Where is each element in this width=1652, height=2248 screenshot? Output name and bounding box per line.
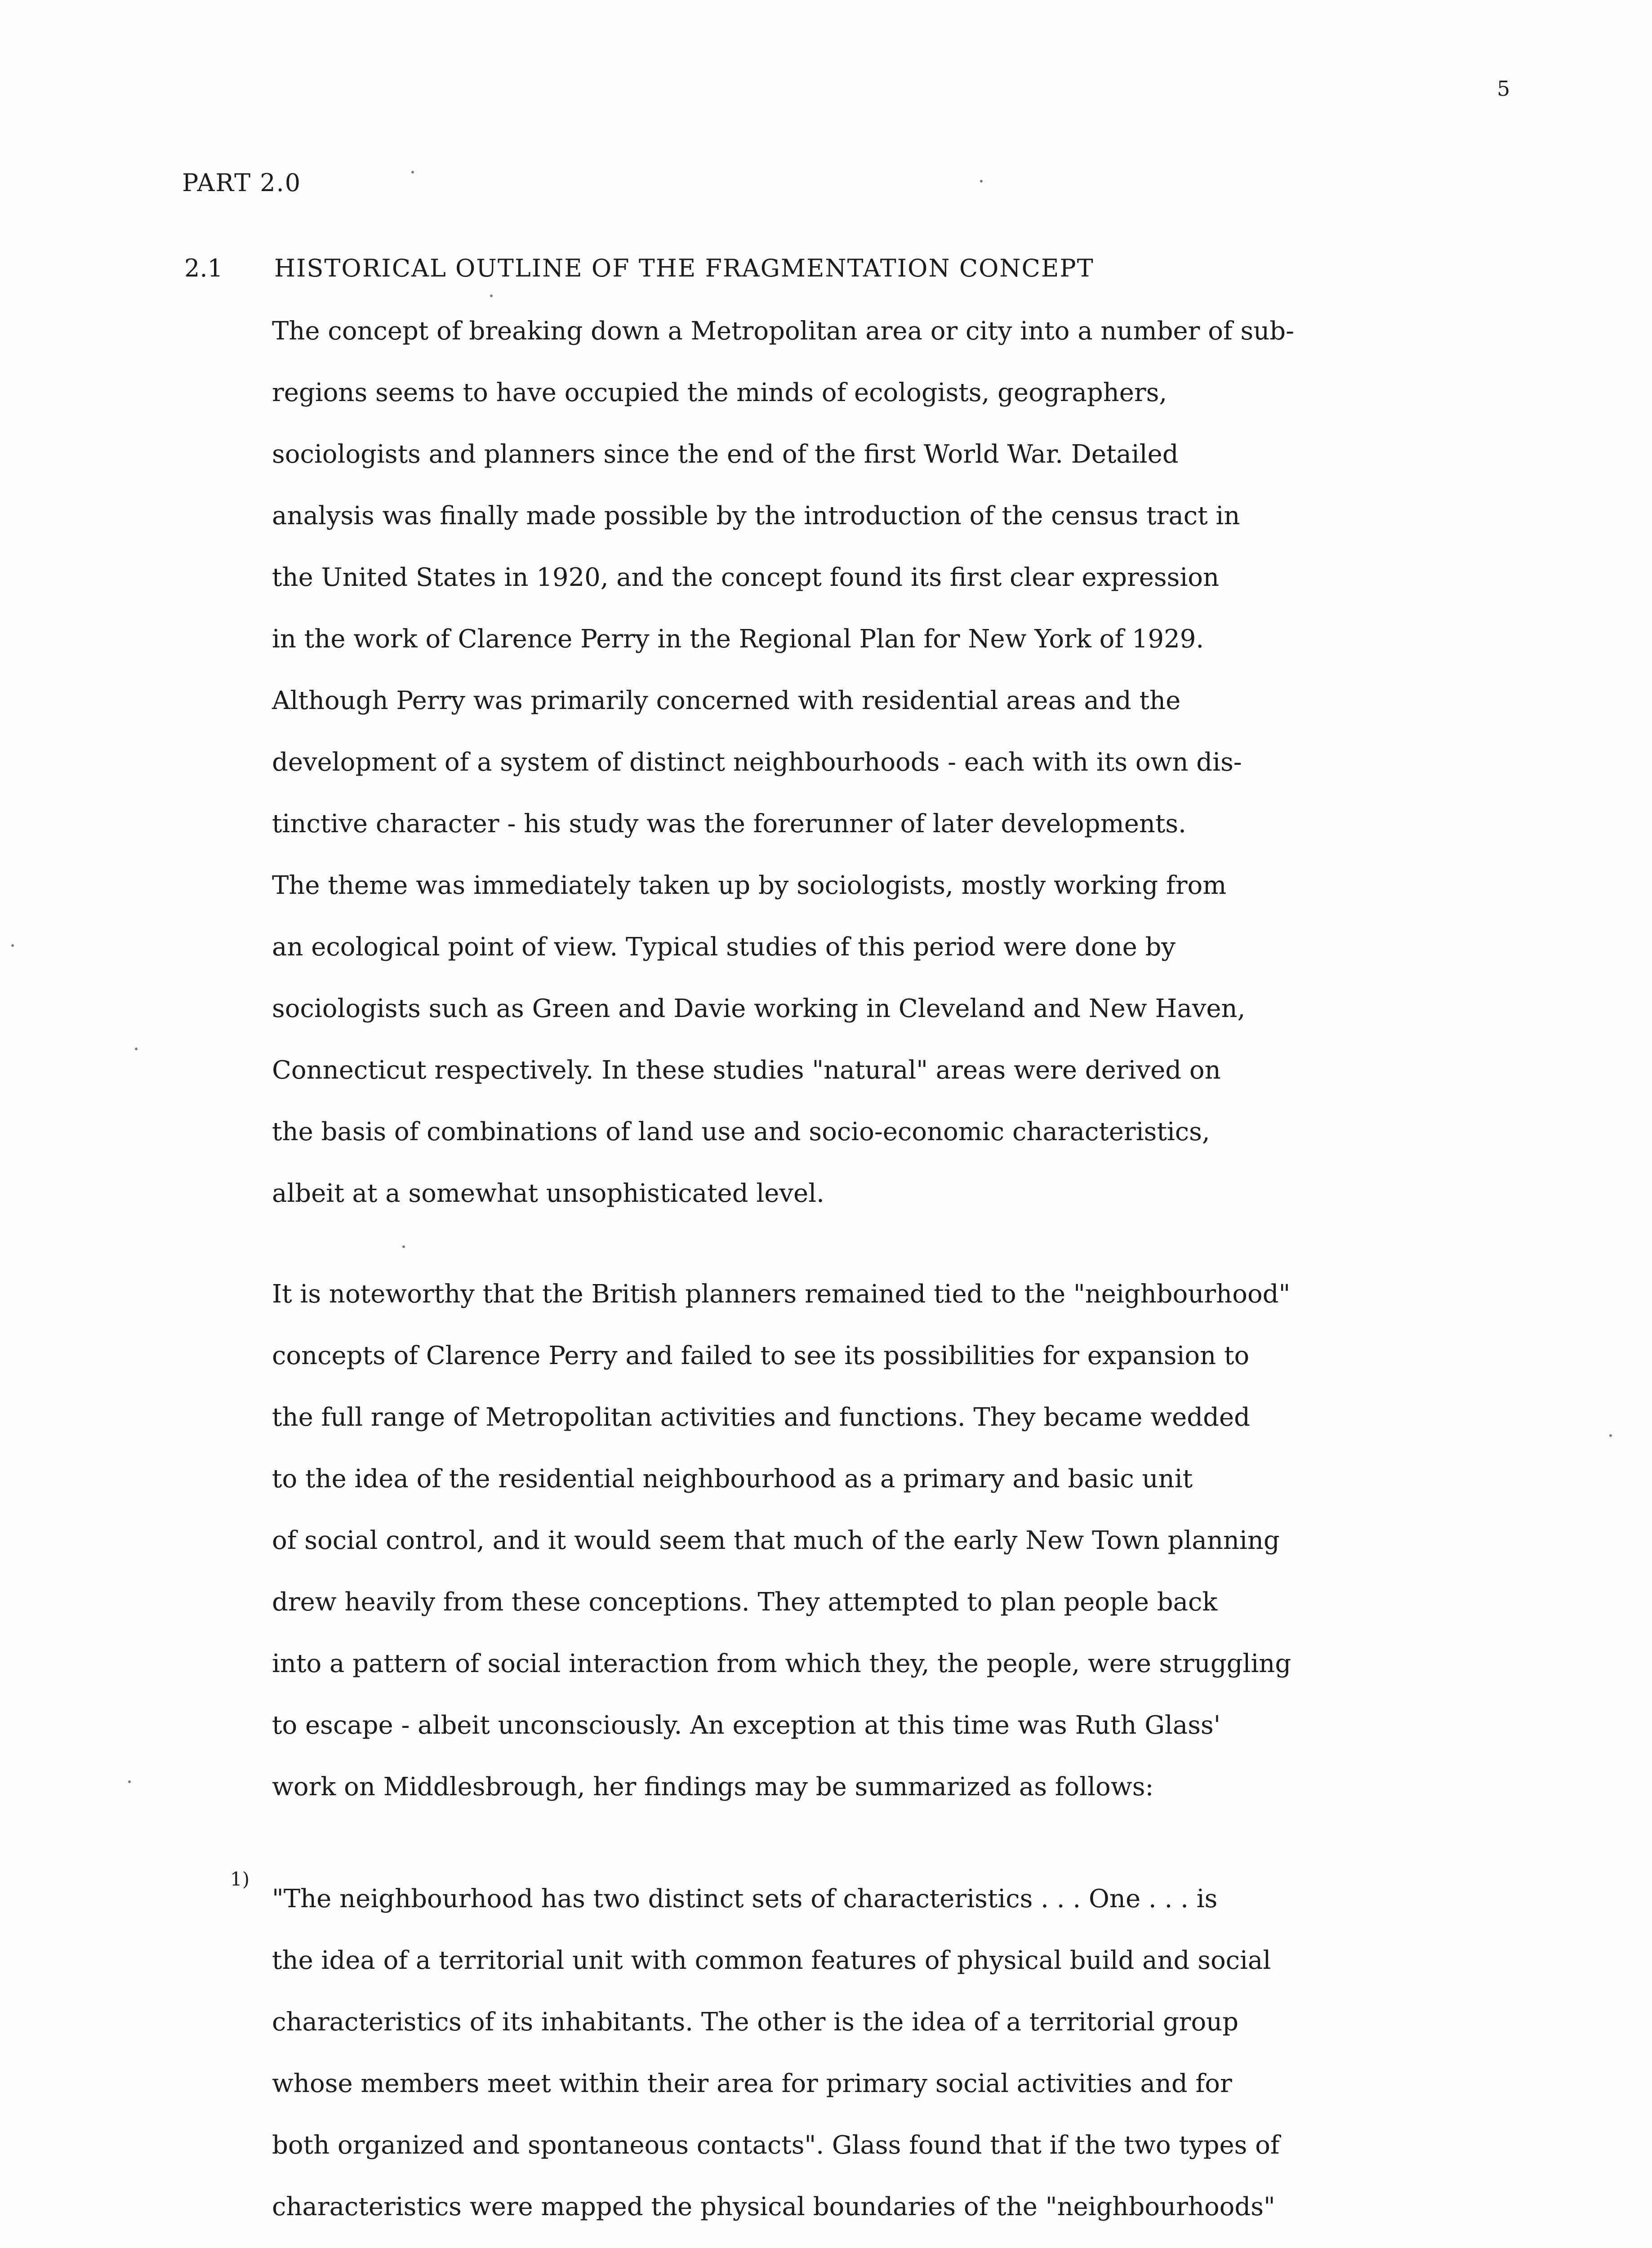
paragraph-line: sociologists and planners since the end of the first World War. Detailed <box>272 440 1179 469</box>
paragraph-line: the basis of combinations of land use and socio-economic characteristics, <box>272 1117 1210 1146</box>
paragraph-line: work on Middlesbrough, her findings may be summarized as follows: <box>272 1772 1154 1802</box>
paragraph-line: concepts of Clarence Perry and failed to see its possibilities for expansion to <box>272 1341 1250 1370</box>
section-title: HISTORICAL OUTLINE OF THE FRAGMENTATION CONCEPT <box>274 254 1094 282</box>
paragraph-line: the idea of a territorial unit with common features of physical build and social <box>272 1946 1271 1975</box>
scan-speck <box>490 294 493 297</box>
paragraph-line: tinctive character - his study was the forerunner of later developments. <box>272 809 1186 839</box>
paragraph-line: sociologists such as Green and Davie working in Cleveland and New Haven, <box>272 994 1246 1023</box>
paragraph-line: drew heavily from these conceptions. They attempted to plan people back <box>272 1588 1218 1617</box>
scan-speck <box>411 171 414 174</box>
paragraph-line: to the idea of the residential neighbourhood as a primary and basic unit <box>272 1464 1193 1494</box>
paragraph-line: Although Perry was primarily concerned with residential areas and the <box>272 686 1181 715</box>
paragraph-line <box>272 2238 1576 2248</box>
paragraph-3-quotation <box>272 1868 1576 2248</box>
part-heading: PART 2.0 <box>182 169 302 197</box>
quotation-marker: 1) <box>230 1868 250 1890</box>
paragraph-line: in the work of Clarence Perry in the Regional Plan for New York of 1929. <box>272 624 1204 654</box>
paragraph-line: It is noteworthy that the British planners remained tied to the "neighbourhood" <box>272 1280 1291 1309</box>
paragraph-line: The concept of breaking down a Metropolitan area or city into a number of sub- <box>272 317 1295 346</box>
paragraph-1 <box>272 300 1576 1224</box>
paragraph-line: both organized and spontaneous contacts". Glass found that if the two types of <box>272 2131 1280 2160</box>
paragraph-line: the United States in 1920, and the concept found its first clear expression <box>272 563 1220 592</box>
paragraph-line: whose members meet within their area for primary social activities and for <box>272 2069 1232 2098</box>
paragraph-line: development of a system of distinct neighbourhoods - each with its own dis- <box>272 748 1242 777</box>
scan-speck <box>402 1245 405 1248</box>
paragraph-line: "The neighbourhood has two distinct sets of characteristics . . . One . . . is <box>272 1884 1218 1913</box>
paragraph-line: albeit at a somewhat unsophisticated level. <box>272 1179 824 1208</box>
paragraph-line: an ecological point of view. Typical studies of this period were done by <box>272 932 1176 962</box>
scan-speck <box>11 944 14 947</box>
paragraph-line: of social control, and it would seem that much of the early New Town planning <box>272 1526 1280 1555</box>
paragraph-line: analysis was finally made possible by the introduction of the census tract in <box>272 501 1240 531</box>
paragraph-line: The theme was immediately taken up by sociologists, mostly working from <box>272 871 1227 900</box>
paragraph-line: characteristics were mapped the physical boundaries of the "neighbourhoods" <box>272 2192 1275 2221</box>
scan-speck <box>135 1048 138 1050</box>
section-number: 2.1 <box>184 254 223 282</box>
paragraph-line: into a pattern of social interaction from which they, the people, were struggling <box>272 1649 1291 1678</box>
paragraph-line: the full range of Metropolitan activities and functions. They became wedded <box>272 1403 1250 1432</box>
scan-speck <box>980 180 983 183</box>
scan-speck <box>128 1780 131 1783</box>
paragraph-line: regions seems to have occupied the minds of ecologists, geographers, <box>272 378 1167 407</box>
page-number: 5 <box>1497 76 1510 101</box>
paragraph-line: Connecticut respectively. In these studies "natural" areas were derived on <box>272 1056 1221 1085</box>
scan-speck <box>1609 1434 1612 1437</box>
paragraph-line: to escape - albeit unconsciously. An exception at this time was Ruth Glass' <box>272 1711 1221 1740</box>
paragraph-line: characteristics of its inhabitants. The other is the idea of a territorial group <box>272 2007 1239 2037</box>
paragraph-2 <box>272 1263 1576 1818</box>
